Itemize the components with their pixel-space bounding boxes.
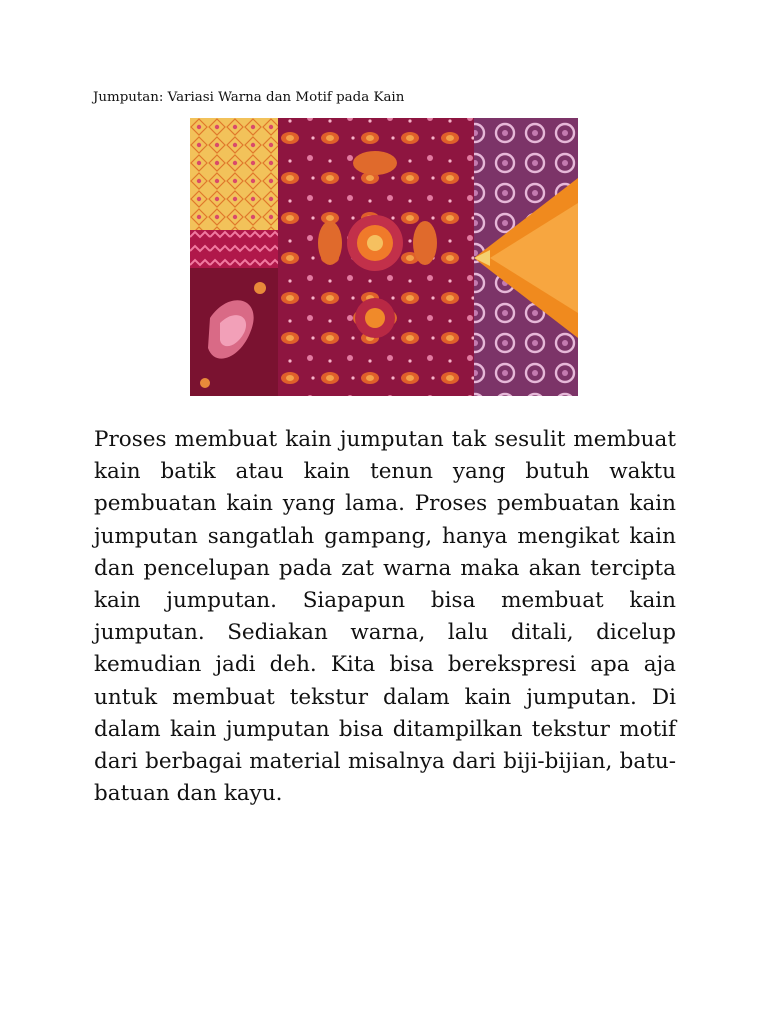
fabric-photo bbox=[190, 118, 578, 396]
body-paragraph: Proses membuat kain jumputan tak sesulit membuat kain batik atau kain tenun yang butuh waktu pembuatan kain yang lama. Proses pembuatan kain jumputan sangatlah gampang, hanya mengikat kain dan pencelupan pada zat warna maka akan tercipta kain jumputan. Siapapun bisa membuat kain jumputan. Sediakan warna, lalu ditali, dicelup kemudian jadi deh. Kita bisa berekspresi apa aja untuk membuat tekstur dalam kain jumputan. Di dalam kain jumputan bisa ditampilkan tekstur motif dari berbagai material misalnya dari biji-bijian, batu-batuan dan kayu. bbox=[94, 427, 676, 807]
document-title: Jumputan: Variasi Warna dan Motif pada Kain bbox=[93, 90, 405, 105]
tie-dye-fabric-image bbox=[190, 118, 578, 396]
